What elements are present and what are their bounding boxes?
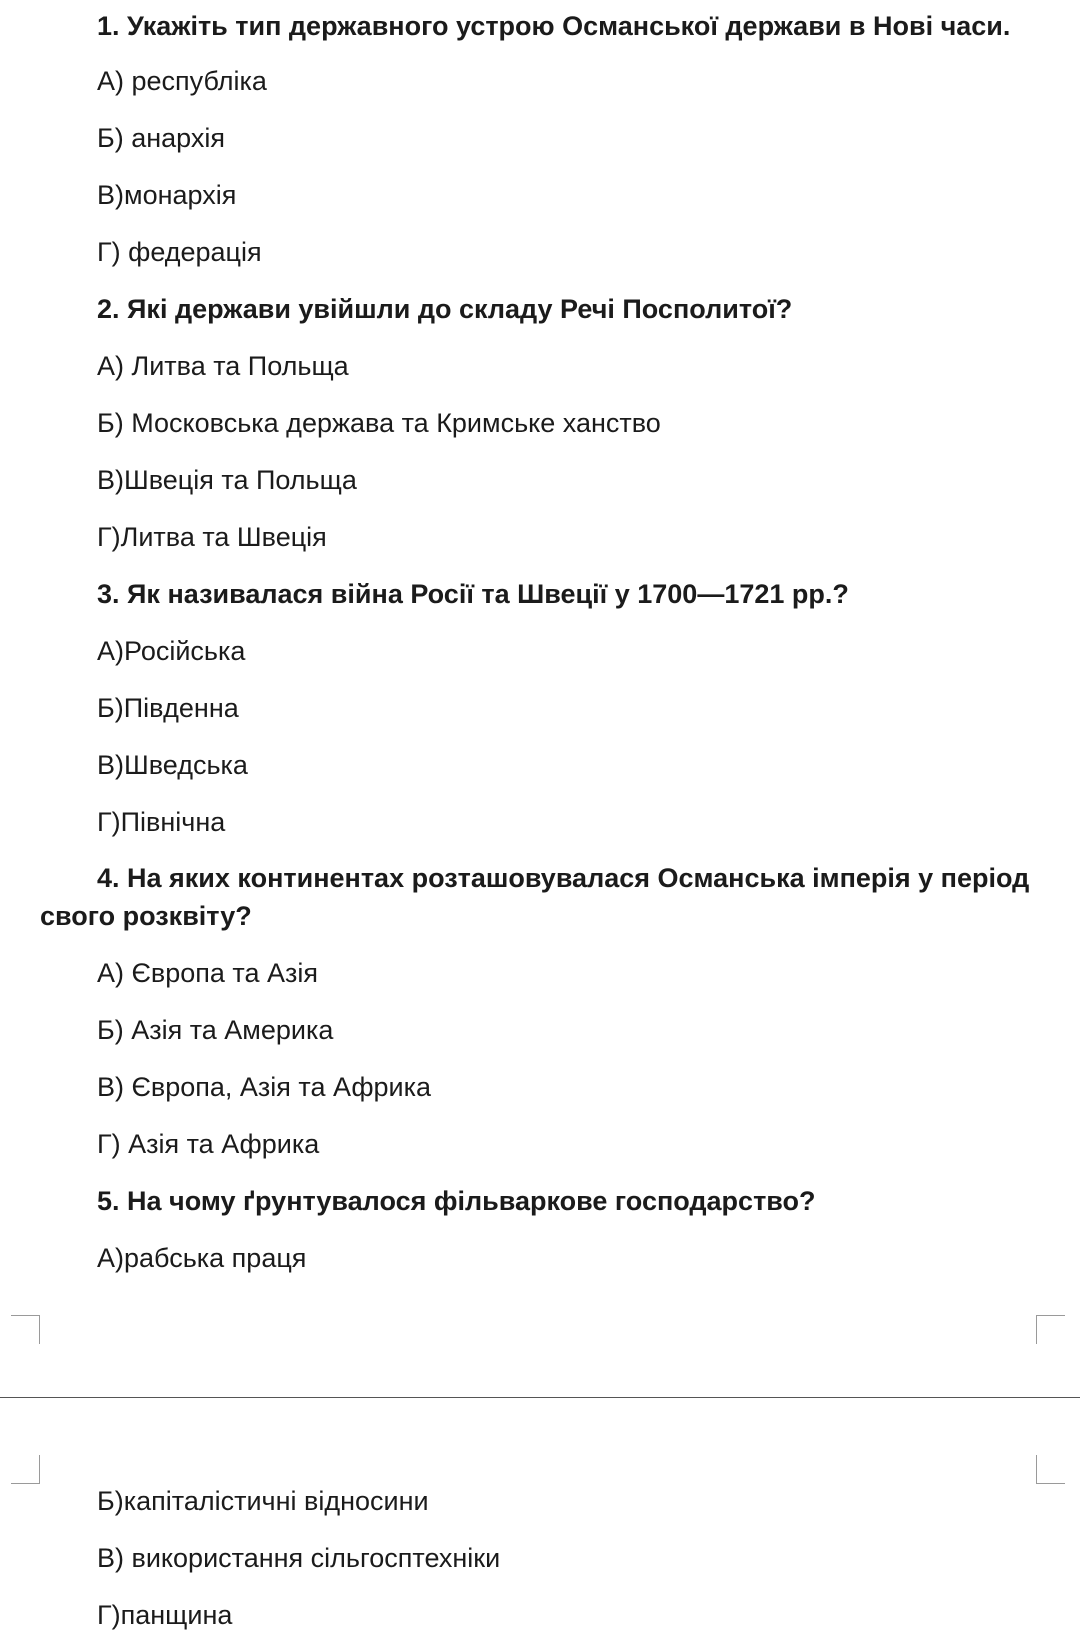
q2-option-a: А) Литва та Польща xyxy=(97,351,349,381)
q1-option-a: А) республіка xyxy=(97,66,267,96)
margin-corner-mark xyxy=(11,1455,40,1484)
q5-option-c: В) використання сільгосптехніки xyxy=(97,1543,501,1573)
q3-option-c: В)Шведська xyxy=(97,750,248,780)
q5-option-b: Б)капіталістичні відносини xyxy=(97,1486,429,1516)
q5-option-a: А)рабська праця xyxy=(97,1243,307,1273)
question-3: 3. Як називалася війна Росії та Швеції у 1700—1721 рр.? xyxy=(97,579,849,609)
q1-option-b: Б) анархія xyxy=(97,123,225,153)
q3-option-b: Б)Південна xyxy=(97,693,239,723)
q4-option-a: А) Європа та Азія xyxy=(97,958,319,988)
q3-option-d: Г)Північна xyxy=(97,807,226,837)
q4-option-d: Г) Азія та Африка xyxy=(97,1129,320,1159)
q2-option-b: Б) Московська держава та Кримське ханство xyxy=(97,408,661,438)
page-break-divider xyxy=(0,1397,1080,1398)
q5-option-d: Г)панщина xyxy=(97,1600,233,1630)
margin-corner-mark xyxy=(1036,1315,1065,1344)
question-5: 5. На чому ґрунтувалося фільваркове господарство? xyxy=(97,1186,816,1216)
q4-option-b: Б) Азія та Америка xyxy=(97,1015,334,1045)
q4-option-c: В) Європа, Азія та Африка xyxy=(97,1072,432,1102)
margin-corner-mark xyxy=(1036,1455,1065,1484)
q2-option-c: В)Швеція та Польща xyxy=(97,465,357,495)
margin-corner-mark xyxy=(11,1315,40,1344)
question-4: 4. На яких континентах розташовувалася Османська імперія у період свого розквіту? xyxy=(40,863,1030,931)
q1-option-d: Г) федерація xyxy=(97,237,262,267)
question-2: 2. Які держави увійшли до складу Речі Посполитої? xyxy=(97,294,793,324)
q1-option-c: В)монархія xyxy=(97,180,237,210)
q2-option-d: Г)Литва та Швеція xyxy=(97,522,327,552)
question-1: 1. Укажіть тип державного устрою Османської держави в Нові часи. xyxy=(97,11,1011,41)
q3-option-a: А)Російська xyxy=(97,636,246,666)
